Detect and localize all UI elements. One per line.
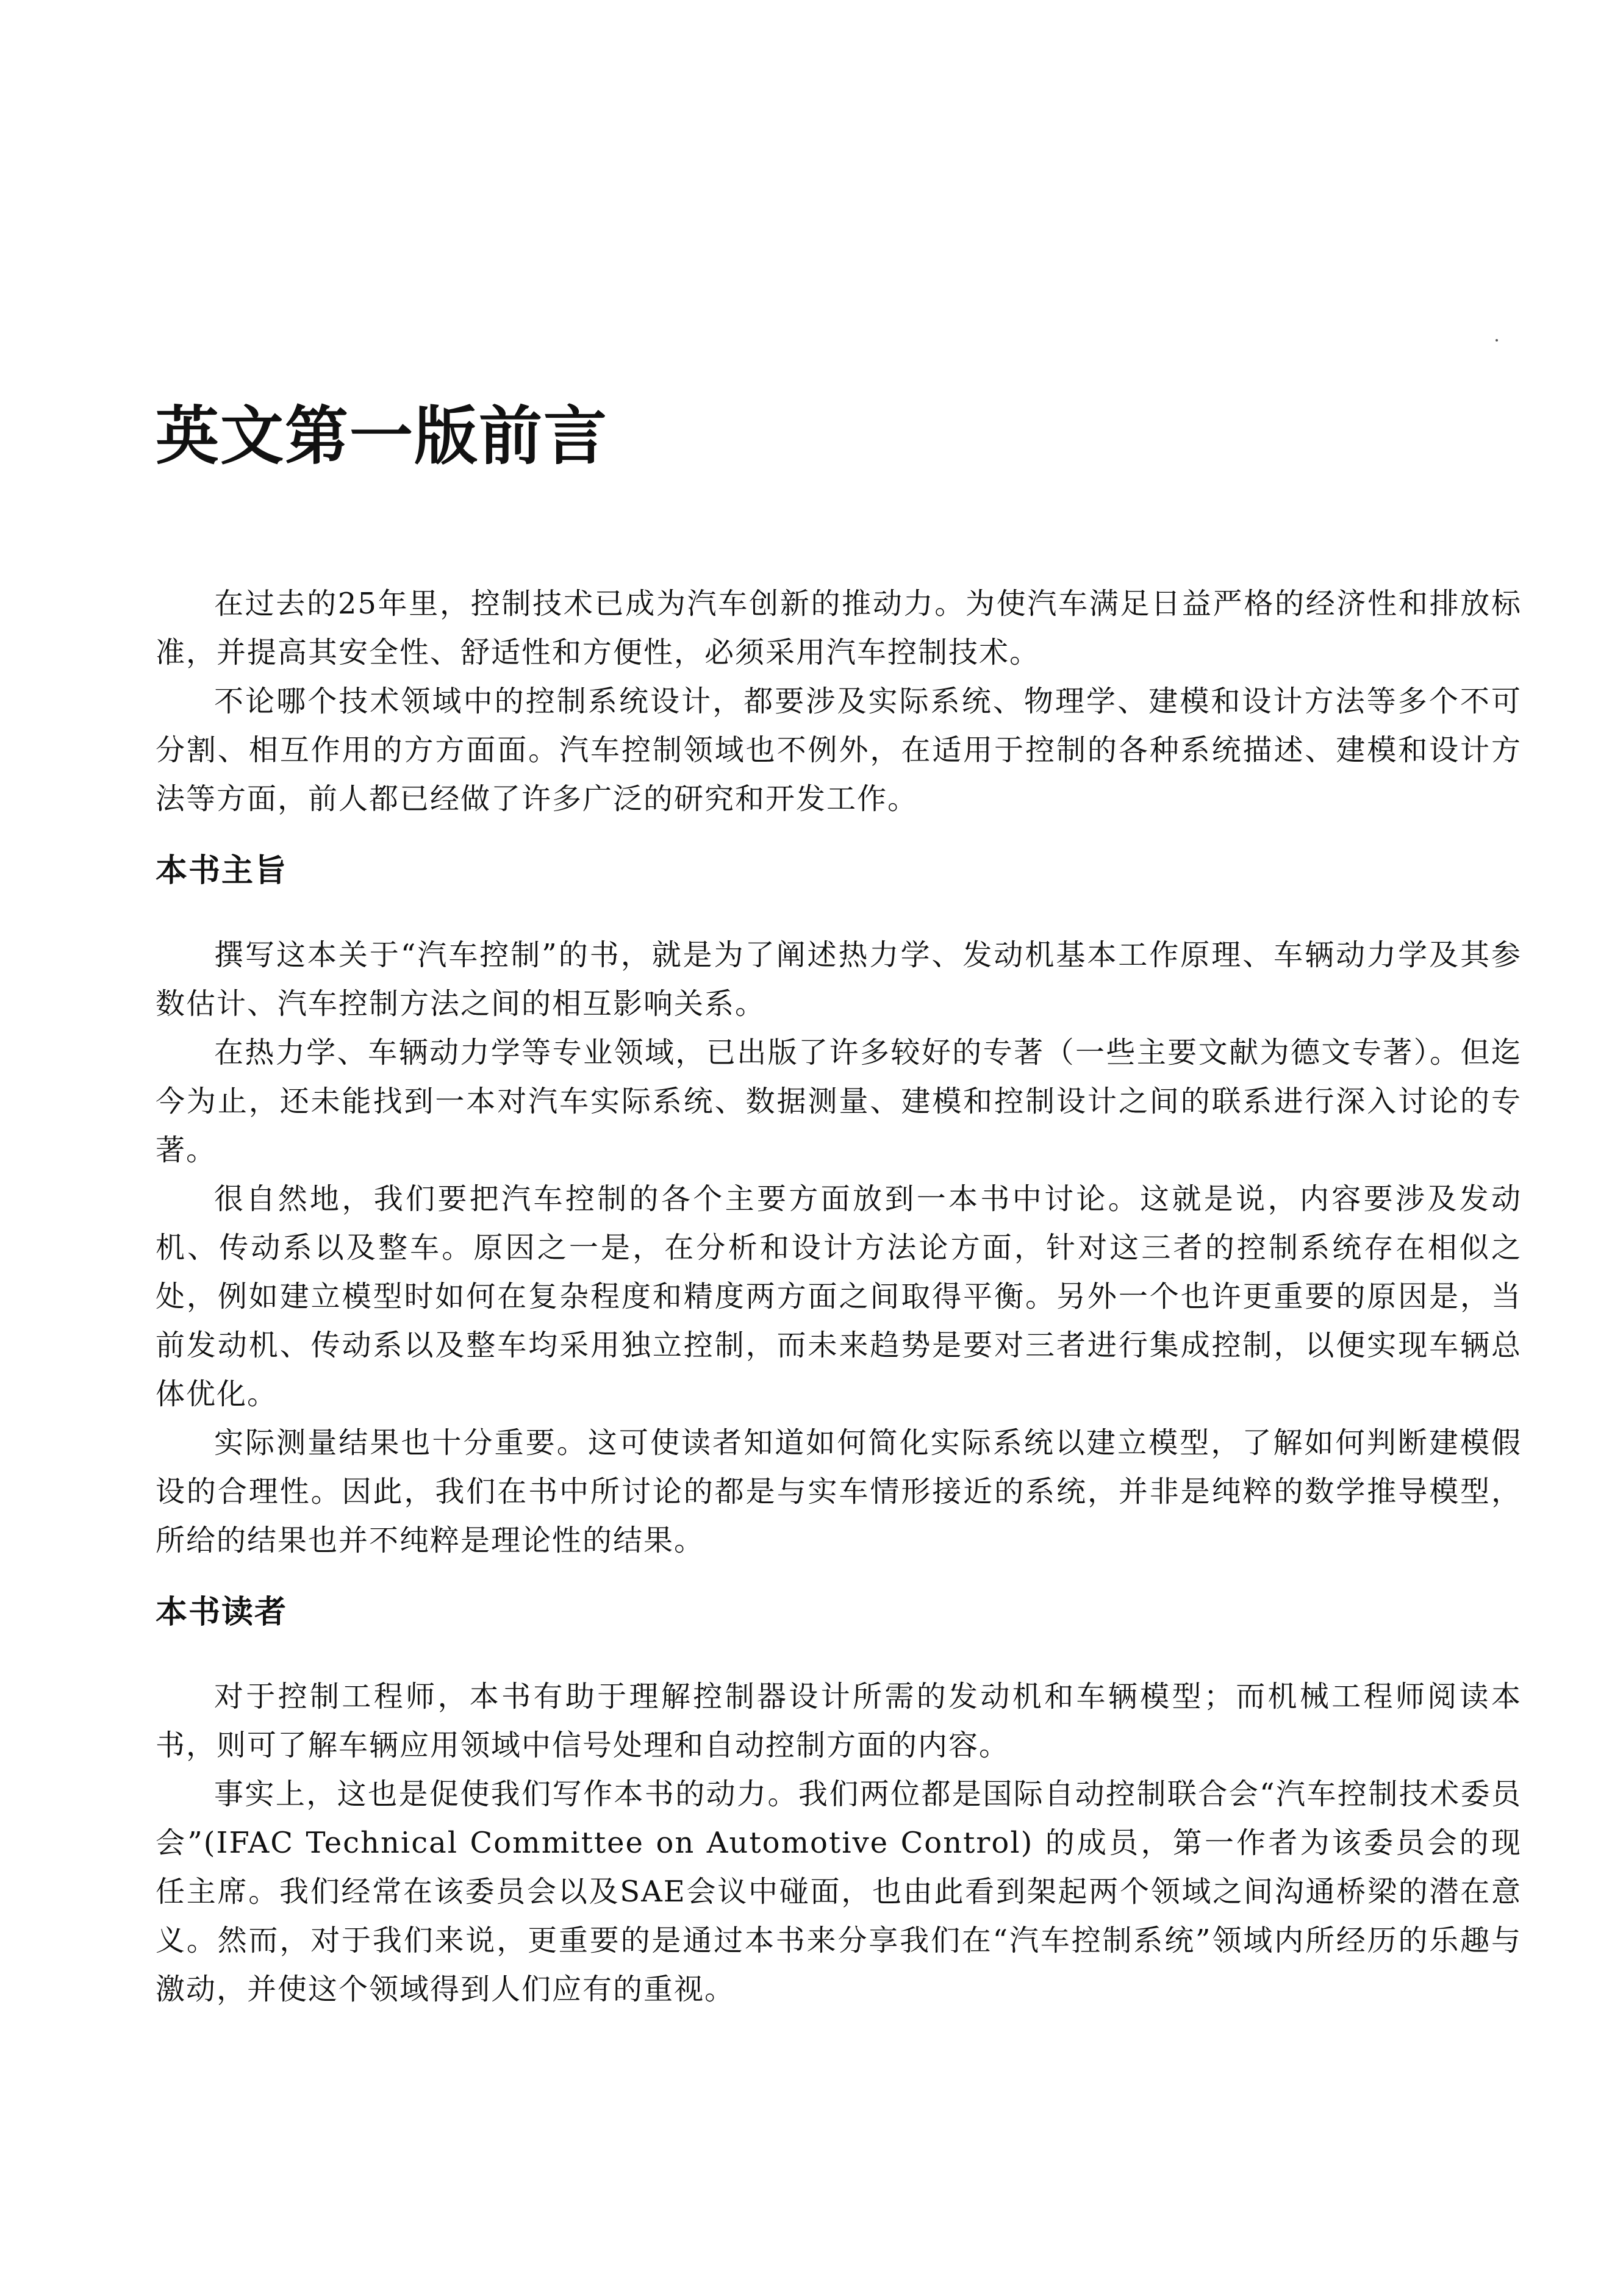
section-heading-purpose: 本书主旨 xyxy=(156,853,288,889)
readers-paragraph-2: 事实上，这也是促使我们写作本书的动力。我们两位都是国际自动控制联合会“汽车控制技术委员会”(IFAC Technical Committee on Automotive Control) 的成员，第一作者为该委员会的现任主席。我们经常在该委员会以及SAE会议中碰面，也由此看到架起两个领域之间沟通桥梁的潜在意义。然而，对于我们来说，更重要的是通过本书来分享我们在“汽车控制系统”领域内所经历的乐趣与激动，并使这个领域得到人们应有的重视。 xyxy=(156,1777,1522,2006)
document-body xyxy=(156,579,1522,2014)
section-readers xyxy=(156,1588,1522,2014)
intro-section xyxy=(156,579,1522,823)
scan-speck xyxy=(1496,339,1498,342)
purpose-paragraph-3: 很自然地，我们要把汽车控制的各个主要方面放到一本书中讨论。这就是说，内容要涉及发动机、传动系以及整车。原因之一是，在分析和设计方法论方面，针对这三者的控制系统存在相似之处，例如建立模型时如何在复杂程度和精度两方面之间取得平衡。另外一个也许更重要的原因是，当前发动机、传动系以及整车均采用独立控制，而未来趋势是要对三者进行集成控制，以便实现车辆总体优化。 xyxy=(156,1182,1522,1411)
intro-paragraph-2: 不论哪个技术领域中的控制系统设计，都要涉及实际系统、物理学、建模和设计方法等多个不可分割、相互作用的方方面面。汽车控制领域也不例外，在适用于控制的各种系统描述、建模和设计方法等方面，前人都已经做了许多广泛的研究和开发工作。 xyxy=(156,684,1522,816)
section-purpose xyxy=(156,846,1522,1565)
purpose-paragraph-2: 在热力学、车辆动力学等专业领域，已出版了许多较好的专著（一些主要文献为德文专著）。但迄今为止，还未能找到一本对汽车实际系统、数据测量、建模和控制设计之间的联系进行深入讨论的专著。 xyxy=(156,1035,1522,1167)
intro-paragraph-1: 在过去的25年里，控制技术已成为汽车创新的推动力。为使汽车满足日益严格的经济性和排放标准，并提高其安全性、舒适性和方便性，必须采用汽车控制技术。 xyxy=(156,587,1522,670)
section-heading-readers: 本书读者 xyxy=(156,1594,288,1631)
readers-paragraph-1: 对于控制工程师，本书有助于理解控制器设计所需的发动机和车辆模型；而机械工程师阅读本书，则可了解车辆应用领域中信号处理和自动控制方面的内容。 xyxy=(156,1679,1522,1762)
purpose-paragraph-4: 实际测量结果也十分重要。这可使读者知道如何简化实际系统以建立模型，了解如何判断建模假设的合理性。因此，我们在书中所讨论的都是与实车情形接近的系统，并非是纯粹的数学推导模型，所给的结果也并不纯粹是理论性的结果。 xyxy=(156,1426,1522,1557)
page-title: 英文第一版前言 xyxy=(156,398,609,473)
purpose-paragraph-1: 撰写这本关于“汽车控制”的书，就是为了阐述热力学、发动机基本工作原理、车辆动力学及其参数估计、汽车控制方法之间的相互影响关系。 xyxy=(156,938,1522,1021)
